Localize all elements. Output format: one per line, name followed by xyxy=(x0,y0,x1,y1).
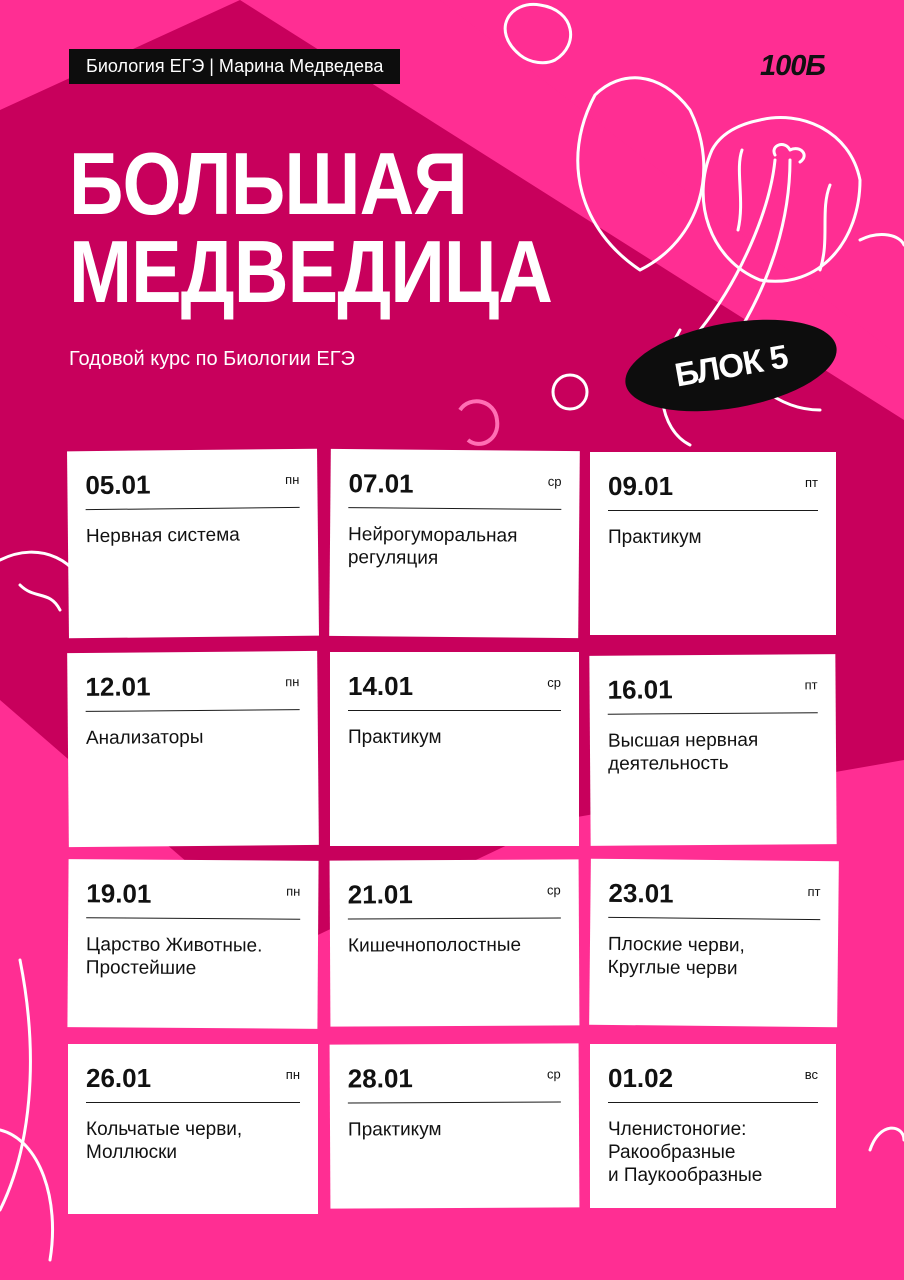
lesson-date: 19.01 xyxy=(86,878,152,909)
course-tag: Биология ЕГЭ | Марина Медведева xyxy=(69,49,400,84)
card-header xyxy=(86,879,300,919)
lesson-weekday: пн xyxy=(285,1067,300,1082)
title-line-2: МЕДВЕДИЦА xyxy=(69,222,553,321)
brand-logo: 100Б xyxy=(760,50,825,82)
lesson-weekday: ср xyxy=(547,473,562,489)
schedule-card xyxy=(67,651,319,847)
lesson-topic: Плоские черви, Круглые черви xyxy=(607,933,745,980)
card-header xyxy=(348,1063,561,1103)
card-header xyxy=(85,671,299,712)
lesson-topic: Кишечнополостные xyxy=(347,934,522,957)
card-header xyxy=(348,672,561,711)
title-line-1: БОЛЬШАЯ xyxy=(69,134,467,233)
lesson-date: 16.01 xyxy=(607,674,673,705)
lesson-date: 14.01 xyxy=(348,671,414,701)
lesson-weekday: пт xyxy=(807,883,821,900)
card-header xyxy=(86,1064,300,1103)
lesson-topic: Высшая нервная деятельность xyxy=(607,729,759,775)
page-subtitle: Годовой курс по Биологии ЕГЭ xyxy=(69,348,355,370)
lesson-topic: Членистоногие: Ракообразные и Паукообразные xyxy=(608,1119,763,1186)
lesson-topic: Нейрогуморальная регуляция xyxy=(347,524,518,569)
lesson-weekday: ср xyxy=(546,882,561,898)
schedule-card xyxy=(67,859,318,1029)
schedule-card xyxy=(68,1044,318,1214)
card-header xyxy=(608,879,820,920)
schedule-card xyxy=(589,859,839,1028)
lesson-date: 23.01 xyxy=(608,877,674,909)
lesson-weekday: пн xyxy=(285,674,300,690)
schedule-card xyxy=(589,654,836,846)
lesson-date: 26.01 xyxy=(86,1063,152,1093)
lesson-date: 07.01 xyxy=(348,468,414,499)
lesson-date: 21.01 xyxy=(347,879,413,910)
lesson-topic: Царство Животные. Простейшие xyxy=(85,934,263,980)
card-header xyxy=(348,469,561,510)
schedule-card xyxy=(590,1044,836,1208)
lesson-topic: Практикум xyxy=(348,727,442,748)
card-header xyxy=(85,469,299,510)
schedule-card xyxy=(330,1043,580,1208)
card-header xyxy=(607,674,817,714)
lesson-date: 09.01 xyxy=(608,471,674,501)
lesson-weekday: ср xyxy=(547,675,561,690)
lesson-topic: Практикум xyxy=(347,1119,442,1141)
lesson-weekday: пт xyxy=(805,475,818,490)
schedule-card xyxy=(329,449,580,638)
lesson-weekday: ср xyxy=(546,1066,561,1082)
lesson-topic: Практикум xyxy=(608,527,702,548)
lesson-weekday: пт xyxy=(804,677,818,693)
card-header xyxy=(348,879,561,919)
card-header xyxy=(608,472,818,511)
card-header xyxy=(608,1064,818,1103)
lesson-date: 05.01 xyxy=(85,469,151,501)
lesson-topic: Нервная система xyxy=(85,524,240,548)
lesson-topic: Анализаторы xyxy=(85,726,204,749)
schedule-card xyxy=(67,449,319,639)
lesson-date: 01.02 xyxy=(608,1063,674,1093)
schedule-card xyxy=(330,859,580,1026)
schedule-card xyxy=(330,652,579,846)
schedule-card xyxy=(590,452,836,635)
lesson-weekday: вс xyxy=(804,1067,818,1082)
page-title xyxy=(69,134,553,321)
lesson-topic: Кольчатые черви, Моллюски xyxy=(86,1119,243,1163)
lesson-weekday: пн xyxy=(286,883,301,899)
block-badge-label: БЛОК 5 xyxy=(671,336,790,394)
lesson-date: 12.01 xyxy=(85,671,151,702)
lesson-date: 28.01 xyxy=(347,1063,413,1094)
lesson-weekday: пн xyxy=(285,471,300,488)
